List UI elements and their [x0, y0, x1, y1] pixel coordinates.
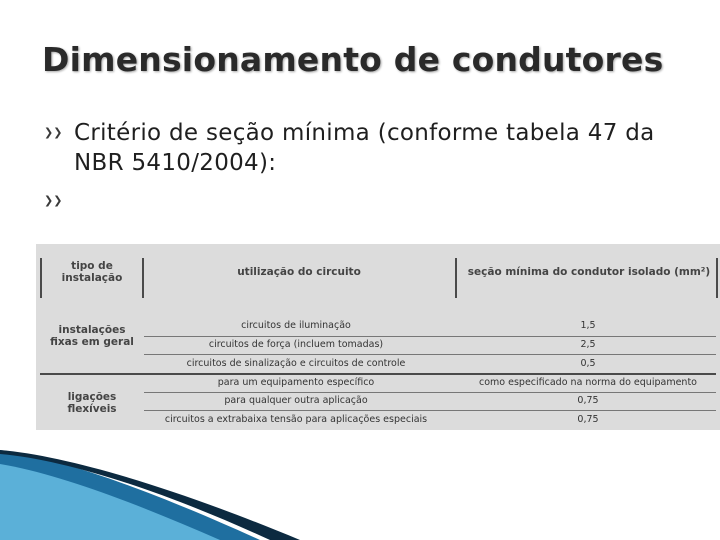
header-min-section: seção mínima do condutor isolado (mm²) [467, 266, 711, 278]
group-flexible-connections: ligações flexíveis [67, 391, 117, 415]
table-row: circuitos de iluminação 1,5 [241, 320, 596, 331]
header-circuit-use: utilização do circuito [237, 266, 361, 278]
bullet-1-text: Critério de seção mínima (conforme tabela 47 da NBR 5410/2004): [74, 120, 655, 176]
group-fixed-installations: instalações fixas em geral [50, 324, 134, 348]
minimum-section-table [36, 244, 720, 430]
table-row: circuitos de força (incluem tomadas) 2,5 [208, 339, 596, 350]
table-row: para qualquer outra aplicação 0,75 [224, 395, 599, 406]
bullet-2-icon: ❯❯ [44, 194, 63, 207]
page-title: Dimensionamento de condutores [42, 40, 664, 79]
header-installation-type: tipo de instalação [61, 260, 123, 284]
header-divider-left [40, 258, 42, 298]
bullet-1-icon: ❯❯ [44, 126, 63, 139]
decorative-swoosh [0, 450, 420, 540]
table-row: para um equipamento específico como especificado na norma do equipamento [217, 377, 697, 388]
header-divider-1 [142, 258, 144, 298]
header-divider-2 [455, 258, 457, 298]
table-row: circuitos de sinalização e circuitos de controle 0,5 [186, 358, 596, 369]
table-row: circuitos a extrabaixa tensão para aplicações especiais 0,75 [164, 414, 599, 425]
header-divider-right [716, 258, 718, 298]
